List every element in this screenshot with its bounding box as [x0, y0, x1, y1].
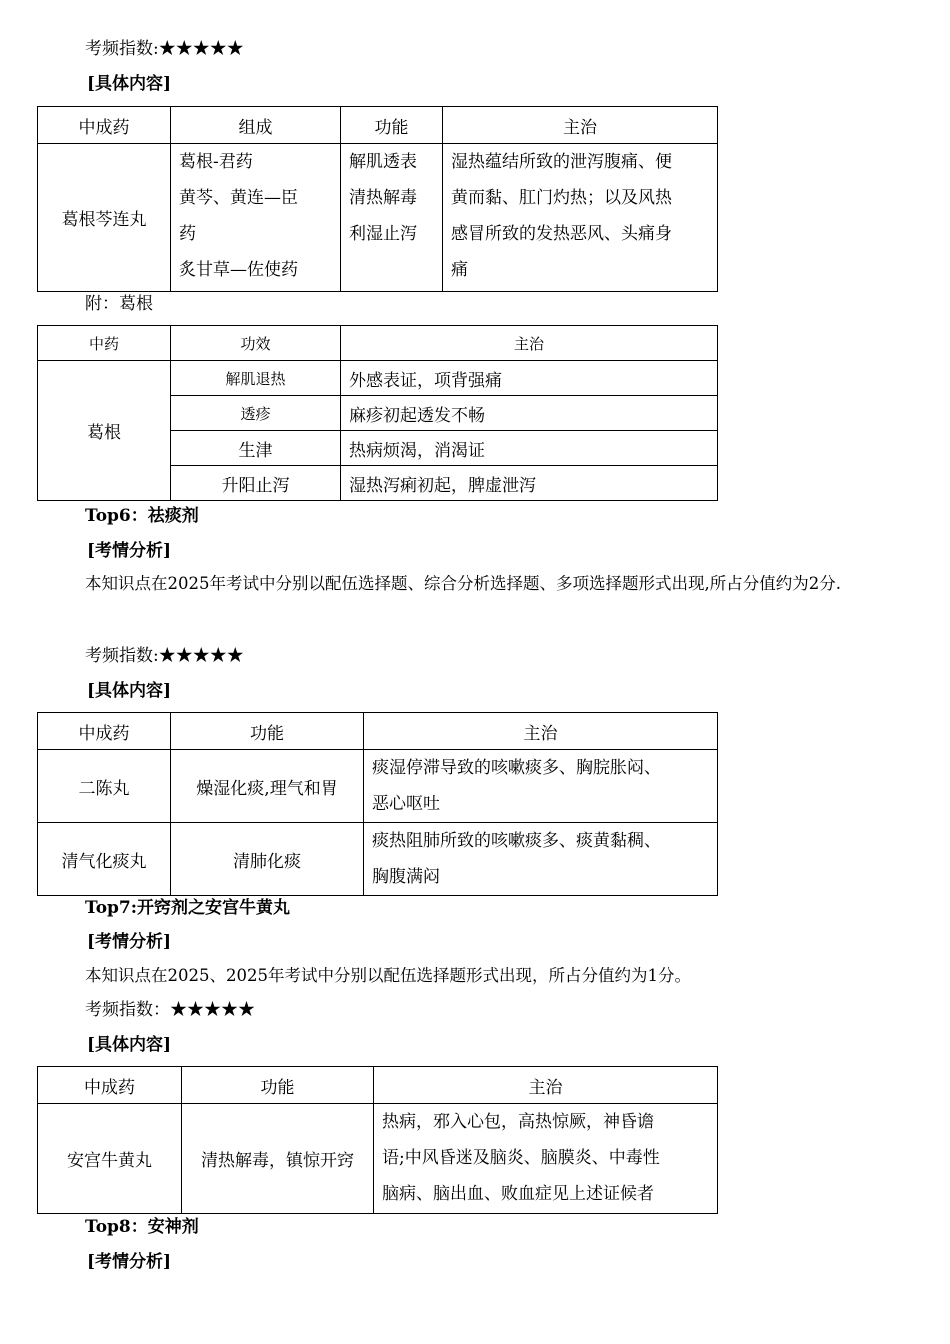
analysis-paragraph: 本知识点在2025年考试中分别以配伍选择题、综合分析选择题、多项选择题形式出现,所占分值约为2分.: [85, 574, 841, 593]
table-expectorants: [37, 712, 718, 896]
frequency-index: 考频指数:★★★★★: [85, 39, 244, 59]
header-cell: 中成药: [38, 713, 171, 750]
table-gegen-qinlian: [37, 106, 718, 292]
header-cell: 功能: [341, 107, 443, 144]
indication-cell: 麻疹初起透发不畅: [341, 396, 718, 431]
frequency-index: 考频指数:★★★★★: [85, 646, 244, 666]
composition-line: 药: [179, 224, 196, 244]
function-cell: 清热解毒，镇惊开窍: [182, 1104, 374, 1214]
indication-line: 痰热阻肺所致的咳嗽痰多、痰黄黏稠、: [372, 831, 661, 851]
header-cell: 功能: [182, 1067, 374, 1104]
header-cell: 组成: [171, 107, 341, 144]
medicine-name: 二陈丸: [38, 750, 171, 823]
analysis-header: [考情分析]: [87, 541, 172, 561]
composition-line: 炙甘草—佐使药: [179, 260, 298, 280]
indication-line: 语;中风昏迷及脑炎、脑膜炎、中毒性: [382, 1148, 660, 1168]
section-title-top8: Top8：安神剂: [85, 1217, 199, 1237]
frequency-index: 考频指数：★★★★★: [85, 1000, 255, 1020]
header-cell: 中成药: [38, 1067, 182, 1104]
table-angong-niuhuang: [37, 1066, 718, 1214]
effect-cell: 透疹: [171, 396, 341, 431]
medicine-name: 安宫牛黄丸: [38, 1104, 182, 1214]
content-header: [具体内容]: [87, 1035, 172, 1055]
function-cell: 清肺化痰: [171, 823, 364, 896]
table-gegen-effects: [37, 325, 718, 501]
header-cell: 功能: [171, 713, 364, 750]
function-cell: 燥湿化痰,理气和胃: [171, 750, 364, 823]
indication-cell: [364, 823, 718, 896]
indication-cell: 外感表证，项背强痛: [341, 361, 718, 396]
medicine-name: 清气化痰丸: [38, 823, 171, 896]
effect-cell: 升阳止泻: [171, 466, 341, 501]
header-cell: 主治: [374, 1067, 718, 1104]
indication-cell: 热病烦渴，消渴证: [341, 431, 718, 466]
analysis-header: [考情分析]: [87, 932, 172, 952]
content-header: [具体内容]: [87, 74, 172, 94]
indication-line: 黄而黏、肛门灼热；以及风热: [451, 188, 672, 208]
indication-line: 痰湿停滞导致的咳嗽痰多、胸脘胀闷、: [372, 758, 661, 778]
indication-cell: 湿热泻痢初起，脾虚泄泻: [341, 466, 718, 501]
indication-line: 感冒所致的发热恶风、头痛身: [451, 224, 672, 244]
indication-line: 恶心呕吐: [372, 794, 440, 814]
analysis-paragraph: 本知识点在2025、2025年考试中分别以配伍选择题形式出现，所占分值约为1分。: [85, 966, 691, 985]
composition-line: 葛根-君药: [179, 152, 253, 172]
content-header: [具体内容]: [87, 681, 172, 701]
header-cell: 中成药: [38, 107, 171, 144]
header-cell: 主治: [341, 326, 718, 361]
header-cell: 中药: [38, 326, 171, 361]
effect-cell: 生津: [171, 431, 341, 466]
composition-line: 黄芩、黄连—臣: [179, 188, 298, 208]
indication-line: 痛: [451, 260, 468, 280]
function-line: 解肌透表: [349, 152, 417, 172]
indication-cell: [364, 750, 718, 823]
header-cell: 主治: [364, 713, 718, 750]
function-line: 清热解毒: [349, 188, 417, 208]
function-line: 利湿止泻: [349, 224, 417, 244]
header-cell: 主治: [443, 107, 718, 144]
header-cell: 功效: [171, 326, 341, 361]
effect-cell: 解肌退热: [171, 361, 341, 396]
section-title-top6: Top6：祛痰剂: [85, 506, 199, 526]
analysis-header: [考情分析]: [87, 1252, 172, 1272]
section-title-top7: Top7:开窍剂之安宫牛黄丸: [85, 898, 291, 918]
herb-name: 葛根: [38, 361, 171, 501]
indication-line: 脑病、脑出血、败血症见上述证候者: [382, 1184, 654, 1204]
indication-cell: [374, 1104, 718, 1214]
indication-line: 胸腹满闷: [372, 867, 440, 887]
indication-line: 湿热蕴结所致的泄泻腹痛、便: [451, 152, 672, 172]
function-cell: [341, 144, 443, 292]
medicine-name: 葛根芩连丸: [38, 144, 171, 292]
appendix-label: 附：葛根: [85, 294, 153, 314]
composition-cell: [171, 144, 341, 292]
indication-line: 热病，邪入心包，高热惊厥，神昏谵: [382, 1112, 654, 1132]
indication-cell: [443, 144, 718, 292]
